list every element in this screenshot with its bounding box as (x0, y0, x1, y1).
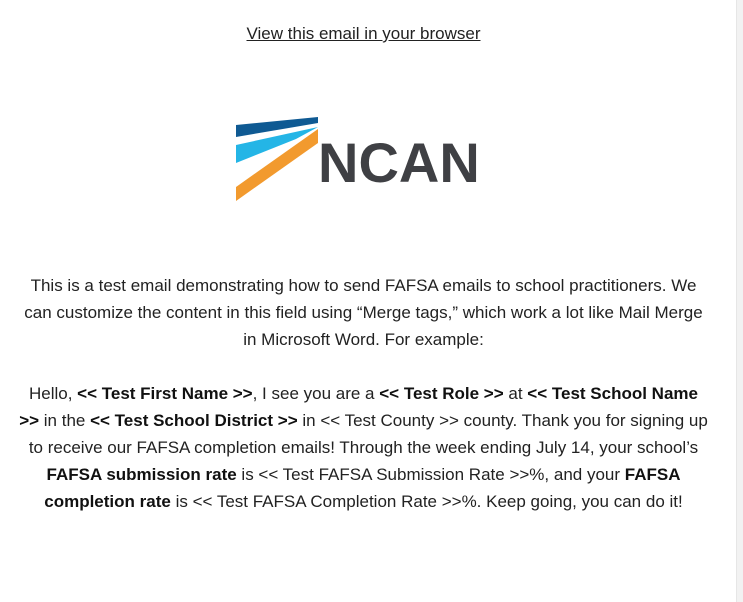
greeting-text: is << Test FAFSA Completion Rate >>%. Keep going, you can do it! (170, 492, 683, 511)
completion-rate-label: FAFSA completion rate (44, 465, 681, 511)
greeting-paragraph (17, 380, 710, 515)
merge-tag-first-name: << Test First Name >> (77, 384, 253, 403)
logo-stripe-navy (236, 117, 318, 137)
merge-tag-school-name: << Test School Name >> (19, 384, 698, 430)
merge-tag-school-district: << Test School District >> (90, 411, 298, 430)
ncan-mark-icon (234, 115, 324, 207)
submission-rate-label: FAFSA submission rate (46, 465, 237, 484)
logo-wordmark: NCAN (318, 131, 480, 194)
merge-tag-role: << Test Role >> (379, 384, 504, 403)
greeting-text: at (503, 384, 528, 403)
email-body (17, 272, 710, 515)
window-scroll-rail[interactable] (736, 0, 743, 602)
greeting-text: Hello, (28, 384, 78, 403)
intro-paragraph: This is a test email demonstrating how to send FAFSA emails to school practitioners. We can customize the content in this field using “Merge tags,” which work a lot like Mail Merge in Microsoft Word. For example: (24, 276, 703, 349)
view-in-browser-link[interactable]: View this email in your browser (246, 24, 481, 43)
greeting-text: , I see you are a (252, 384, 380, 403)
ncan-logo (234, 115, 479, 207)
greeting-text: in << Test County >> county. Thank you for signing up to receive our FAFSA completion emails! Through the week ending July 14, your school’s (28, 411, 708, 457)
greeting-text: in the (39, 411, 91, 430)
greeting-text: is << Test FAFSA Submission Rate >>%, and your (236, 465, 625, 484)
